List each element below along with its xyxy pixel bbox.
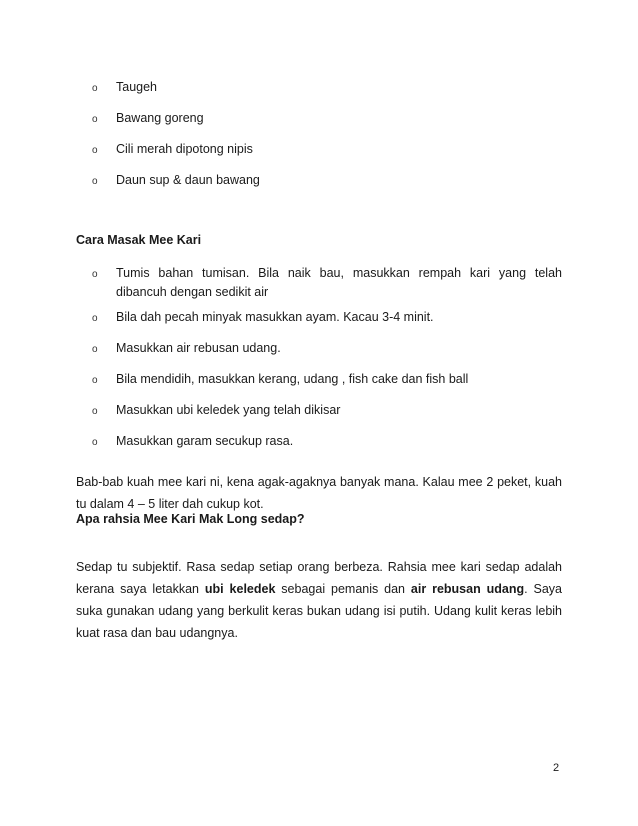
kuah-paragraph: Bab-bab kuah mee kari ni, kena agak-agaknya banyak mana. Kalau mee 2 peket, kuah tu dalam 4 – 5 liter dah cukup kot. [76, 474, 562, 511]
circle-bullet-icon: o [92, 406, 98, 417]
list-item [76, 308, 562, 327]
list-item [76, 432, 562, 451]
cooking-steps-list [76, 264, 562, 463]
circle-bullet-icon: o [92, 344, 98, 355]
circle-bullet-icon: o [92, 437, 98, 448]
list-item-text: Cili merah dipotong nipis [116, 142, 253, 156]
circle-bullet-icon: o [92, 145, 98, 156]
list-item [76, 109, 562, 128]
list-item-text: Taugeh [116, 80, 158, 94]
emphasis-air-rebusan-udang: air rebusan udang [410, 581, 525, 596]
circle-bullet-icon: o [92, 375, 98, 386]
list-item-text: Masukkan garam secukup rasa. [116, 434, 294, 448]
circle-bullet-icon: o [92, 176, 98, 187]
list-item-text: Masukkan air rebusan udang. [116, 341, 281, 355]
list-item [76, 401, 562, 420]
page-number: 2 [553, 762, 560, 774]
paragraph-text: Sedap tu subjektif. Rasa sedap setiap orang berbeza. Rahsia mee kari sedap adalah kerana saya letakkan [76, 559, 562, 596]
list-item [76, 171, 562, 190]
list-item [76, 264, 562, 302]
rahsia-paragraph [76, 556, 562, 644]
ingredient-list [76, 78, 562, 202]
circle-bullet-icon: o [92, 313, 98, 324]
list-item [76, 140, 562, 159]
circle-bullet-icon: o [92, 114, 98, 125]
list-item-text: Bila dah pecah minyak masukkan ayam. Kacau 3-4 minit. [116, 310, 434, 324]
section-heading-cara-masak: Cara Masak Mee Kari [76, 233, 202, 247]
list-item-text: Daun sup & daun bawang [116, 173, 260, 187]
list-item-text: Bila mendidih, masukkan kerang, udang , fish cake dan fish ball [116, 372, 469, 386]
list-item-text: Bawang goreng [116, 111, 204, 125]
paragraph-text: sebagai pemanis dan [275, 581, 411, 596]
list-item [76, 339, 562, 358]
section-heading-rahsia: Apa rahsia Mee Kari Mak Long sedap? [76, 512, 305, 526]
circle-bullet-icon: o [92, 83, 98, 94]
emphasis-ubi-keledek: ubi keledek [204, 581, 276, 596]
list-item [76, 370, 562, 389]
paragraph-text: . Saya suka gunakan udang yang berkulit keras bukan udang isi putih. Udang kulit keras lebih kuat rasa dan bau udangnya. [76, 581, 562, 640]
list-item [76, 78, 562, 97]
list-item-text: Tumis bahan tumisan. Bila naik bau, masukkan rempah kari yang telah dibancuh dengan sedikit air [116, 266, 562, 299]
circle-bullet-icon: o [92, 269, 98, 280]
list-item-text: Masukkan ubi keledek yang telah dikisar [116, 403, 341, 417]
